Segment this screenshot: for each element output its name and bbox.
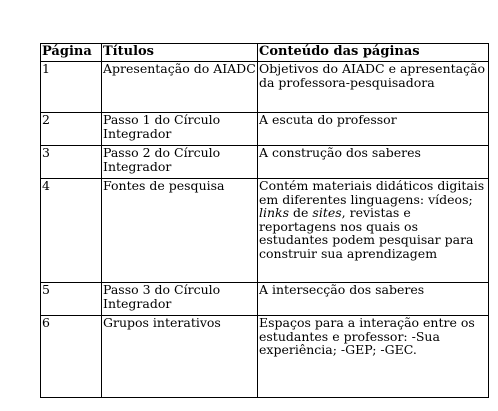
cell-title: Grupos interativos <box>102 316 258 398</box>
content-emphasis-sites: sites <box>312 205 342 220</box>
cell-title: Passo 2 do Círculo Integrador <box>102 146 258 179</box>
table-header-row <box>41 44 489 62</box>
table-row <box>41 146 489 179</box>
cell-content: A construção dos saberes <box>258 146 489 179</box>
table-row <box>41 316 489 398</box>
cell-content <box>258 179 489 283</box>
cell-content: Objetivos do AIADC e apresentação da professora-pesquisadora <box>258 62 489 113</box>
pages-table <box>40 43 489 398</box>
cell-page: 2 <box>41 113 102 146</box>
cell-title: Apresentação do AIADC <box>102 62 258 113</box>
content-emphasis-links: links <box>259 205 290 220</box>
cell-page: 6 <box>41 316 102 398</box>
cell-title: Passo 3 do Círculo Integrador <box>102 283 258 316</box>
table-row <box>41 283 489 316</box>
header-titles: Títulos <box>102 44 258 62</box>
table-row <box>41 179 489 283</box>
table-row <box>41 62 489 113</box>
header-page: Página <box>41 44 102 62</box>
table-row <box>41 113 489 146</box>
cell-page: 1 <box>41 62 102 113</box>
cell-title: Fontes de pesquisa <box>102 179 258 283</box>
content-text: de <box>289 205 313 220</box>
cell-content: A intersecção dos saberes <box>258 283 489 316</box>
cell-page: 3 <box>41 146 102 179</box>
content-text: , revistas e reportagens nos quais os estudantes podem pesquisar para construir sua aprendizagem <box>259 205 474 261</box>
cell-title: Passo 1 do Círculo Integrador <box>102 113 258 146</box>
content-text: Contém materiais didáticos digitais em diferentes linguagens: vídeos; <box>259 178 485 207</box>
cell-content: A escuta do professor <box>258 113 489 146</box>
header-content: Conteúdo das páginas <box>258 44 489 62</box>
cell-content: Espaços para a interação entre os estudantes e professor: -Sua experiência; -GEP; -GEC. <box>258 316 489 398</box>
cell-page: 5 <box>41 283 102 316</box>
cell-page: 4 <box>41 179 102 283</box>
